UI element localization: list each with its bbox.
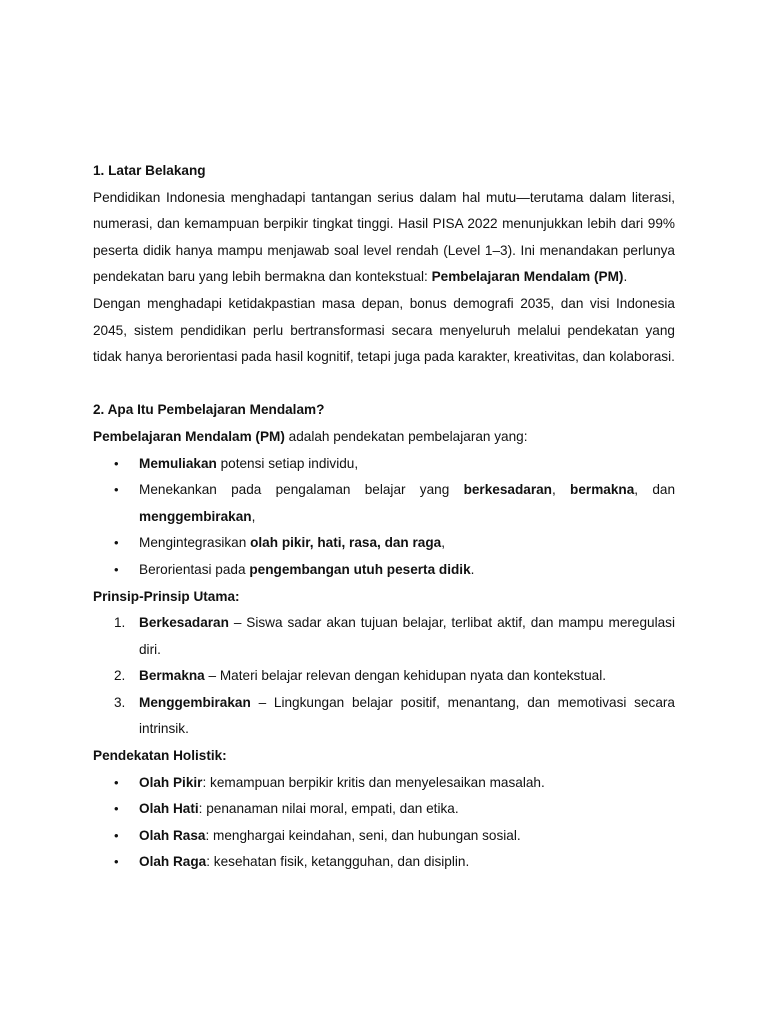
section-1-paragraph-2: Dengan menghadapi ketidakpastian masa depan, bonus demografi 2035, dan visi Indonesia 2045, sistem pendidikan perlu bertransformasi secara menyeluruh melalui pendekatan yang tidak hanya berorientasi pada hasil kognitif, tetapi juga pada karakter, kreativitas, dan kolaborasi. [93, 295, 675, 365]
list-item [93, 849, 675, 876]
item-text: – Siswa sadar akan tujuan belajar, terlibat aktif, dan mampu meregulasi diri. [139, 615, 675, 657]
item-text: : menghargai keindahan, seni, dan hubungan sosial. [205, 827, 521, 843]
bullet-icon: • [114, 455, 119, 471]
item-text: Berorientasi pada [139, 561, 250, 577]
holistic-list [93, 770, 675, 876]
list-item [93, 530, 675, 557]
list-item [93, 451, 675, 478]
list-number: 3. [114, 694, 126, 710]
pm-term-bold: Pembelajaran Mendalam (PM) [431, 269, 624, 285]
list-item [93, 690, 675, 743]
bold-term: Olah Rasa [139, 827, 206, 843]
section-2-heading: 2. Apa Itu Pembelajaran Mendalam? [93, 402, 325, 418]
item-text: , dan [634, 482, 676, 498]
list-item [93, 477, 675, 530]
list-item [93, 796, 675, 823]
bold-term: Menggembirakan [139, 694, 251, 710]
bold-term: olah pikir, hati, rasa, dan raga [250, 535, 442, 551]
bullet-icon: • [114, 827, 119, 843]
section-2-intro [93, 424, 675, 451]
item-text: potensi setiap individu, [216, 455, 359, 471]
bold-term: Olah Raga [139, 854, 207, 870]
intro-text: adalah pendekatan pembelajaran yang: [284, 428, 528, 444]
item-text: – Lingkungan belajar positif, menantang, dan memotivasi secara intrinsik. [139, 694, 675, 737]
item-text: Menekankan pada pengalaman belajar yang [139, 482, 464, 498]
item-text: . [470, 561, 475, 577]
list-number: 2. [114, 668, 126, 684]
paragraph-end: . [623, 269, 628, 285]
pm-term-bold: Pembelajaran Mendalam (PM) [93, 428, 285, 444]
bold-term: bermakna [570, 482, 635, 498]
bold-term: menggembirakan [139, 508, 252, 524]
bold-term: Berkesadaran [139, 615, 229, 631]
item-text: , [251, 508, 256, 524]
item-text: : kemampuan berpikir kritis dan menyelesaikan masalah. [202, 774, 545, 790]
bullet-icon: • [114, 535, 119, 551]
principles-list [93, 610, 675, 743]
section-1-paragraph-1 [93, 185, 675, 291]
bold-term: Olah Hati [139, 801, 199, 817]
bold-term: pengembangan utuh peserta didik [249, 561, 471, 577]
bold-term: Olah Pikir [139, 774, 203, 790]
bullet-icon: • [114, 854, 119, 870]
bold-term: Memuliakan [139, 455, 217, 471]
item-text: Mengintegrasikan [139, 535, 251, 551]
bullet-icon: • [114, 561, 119, 577]
holistic-heading: Pendekatan Holistik: [93, 748, 227, 764]
list-item [93, 823, 675, 850]
list-number: 1. [114, 615, 126, 631]
bold-term: berkesadaran [463, 482, 552, 498]
item-text: , [441, 535, 446, 551]
item-text: : penanaman nilai moral, empati, dan etika. [198, 801, 459, 817]
bullet-icon: • [114, 774, 119, 790]
spacer [93, 371, 675, 398]
list-item [93, 557, 675, 584]
principles-heading: Prinsip-Prinsip Utama: [93, 588, 240, 604]
section-1-heading: 1. Latar Belakang [93, 163, 206, 178]
list-item [93, 770, 675, 797]
pm-characteristics-list [93, 451, 675, 584]
item-text: – Materi belajar relevan dengan kehidupan nyata dan kontekstual. [204, 668, 607, 684]
bold-term: Bermakna [139, 668, 205, 684]
item-text: , [551, 482, 571, 498]
item-text: : kesehatan fisik, ketangguhan, dan disiplin. [206, 854, 470, 870]
paragraph-text: Pendidikan Indonesia menghadapi tantangan serius dalam hal mutu—terutama dalam literasi, numerasi, dan kemampuan berpikir tingkat tinggi. Hasil PISA 2022 menunjukkan lebih dari 99% peserta didik hanya mampu menjawab soal level rendah (Level 1–3). Ini menandakan perlunya pendekatan baru yang lebih bermakna dan kontekstual: [93, 189, 675, 285]
list-item [93, 663, 675, 690]
bullet-icon: • [114, 801, 119, 817]
bullet-icon: • [114, 482, 119, 498]
document-page [93, 158, 675, 876]
list-item [93, 610, 675, 663]
